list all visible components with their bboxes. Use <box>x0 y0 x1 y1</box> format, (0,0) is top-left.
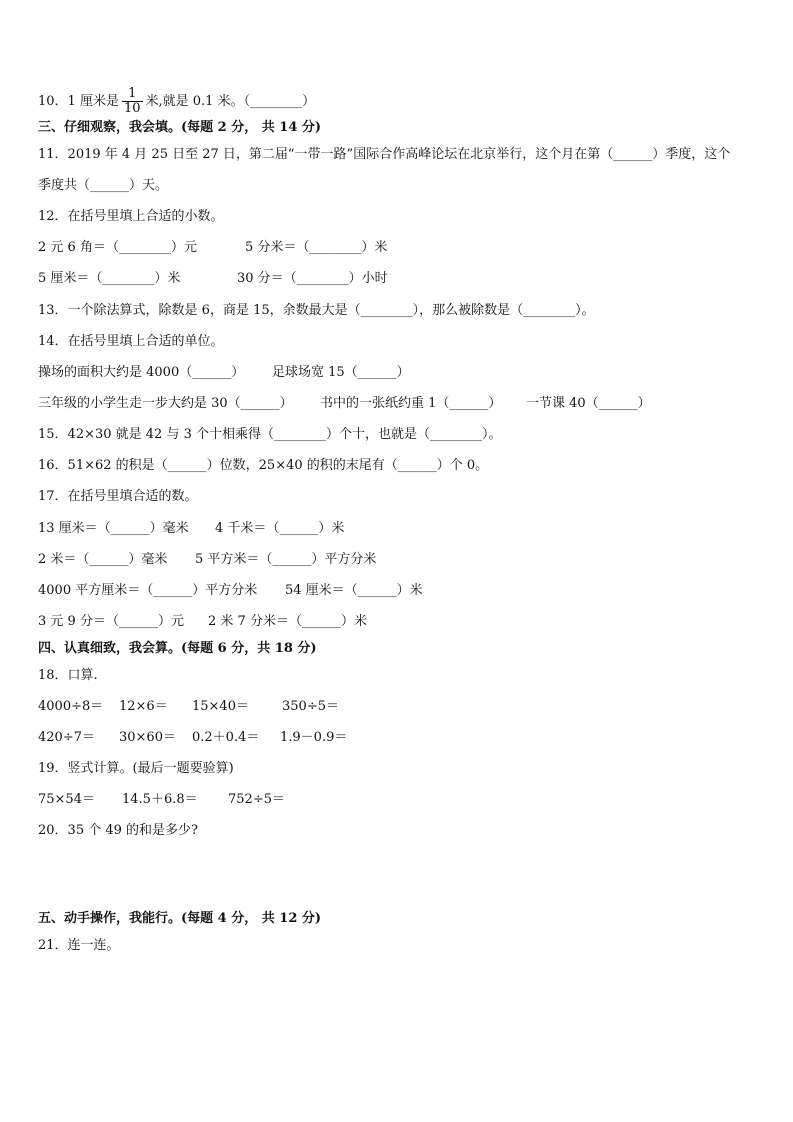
q12-item-2: 5 分米＝（________）米 <box>245 240 388 255</box>
q17-item-7: 3 元 9 分＝（______）元 <box>38 614 184 629</box>
question-17: 17．在括号里填合适的数。 <box>38 489 198 504</box>
q17-item-8: 2 米 7 分米＝（______）米 <box>208 614 367 629</box>
question-20: 20．35 个 49 的和是多少? <box>38 823 198 838</box>
question-15: 15．42×30 就是 42 与 3 个十相乘得（________）个十，也就是（________）。 <box>38 427 502 442</box>
question-18: 18．口算. <box>38 668 98 683</box>
question-19: 19．竖式计算。(最后一题要验算) <box>38 761 234 776</box>
question-12: 12．在括号里填上合适的小数。 <box>38 209 224 224</box>
q17-item-3: 2 米＝（______）毫米 <box>38 552 168 567</box>
q10-suffix: 米,就是 0.1 米。（________） <box>145 94 316 109</box>
q17-item-4: 5 平方米＝（______）平方分米 <box>195 552 377 567</box>
q19-expr-3: 752÷5＝ <box>228 792 285 807</box>
q19-expr-2: 14.5＋6.8＝ <box>122 792 198 807</box>
q17-item-2: 4 千米＝（______）米 <box>215 521 345 536</box>
question-16: 16．51×62 的积是（______）位数，25×40 的积的末尾有（______）个 0。 <box>38 458 489 473</box>
question-10 <box>38 87 315 116</box>
question-13: 13．一个除法算式，除数是 6，商是 15，余数最大是（________），那么被除数是（________）。 <box>38 303 595 318</box>
q19-expr-1: 75×54＝ <box>38 792 95 807</box>
q14-item-2: 足球场宽 15（______） <box>272 365 410 380</box>
section-3-heading: 三、仔细观察，我会填。(每题 2 分， 共 14 分) <box>38 120 322 135</box>
fraction-one-tenth <box>122 87 143 116</box>
section-5-heading: 五、动手操作，我能行。(每题 4 分， 共 12 分) <box>38 911 322 926</box>
section-4-heading: 四、认真细致，我会算。(每题 6 分，共 18 分) <box>38 641 317 656</box>
q17-item-1: 13 厘米＝（______）毫米 <box>38 521 189 536</box>
q12-item-1: 2 元 6 角＝（________）元 <box>38 240 197 255</box>
question-14: 14．在括号里填上合适的单位。 <box>38 334 224 349</box>
fraction-numerator: 1 <box>122 87 143 102</box>
q18-expr-6: 30×60＝ <box>119 730 176 745</box>
question-11-line-1: 11．2019 年 4 月 25 日至 27 日，第二届“一带一路”国际合作高峰论坛在北京举行，这个月在第（______）季度，这个 <box>38 147 731 162</box>
q18-expr-7: 0.2＋0.4＝ <box>192 730 260 745</box>
q18-expr-4: 350÷5＝ <box>282 699 339 714</box>
q17-item-5: 4000 平方厘米＝（______）平方分米 <box>38 583 258 598</box>
question-11-line-2: 季度共（______）天。 <box>38 178 169 193</box>
q12-item-4: 30 分＝（________）小时 <box>237 271 388 286</box>
q14-item-5: 一节课 40（______） <box>526 396 651 411</box>
q10-prefix: 10．1 厘米是 <box>38 94 119 109</box>
q14-item-3: 三年级的小学生走一步大约是 30（______） <box>38 396 293 411</box>
q14-item-1: 操场的面积大约是 4000（______） <box>38 365 245 380</box>
q17-item-6: 54 厘米＝（______）米 <box>285 583 423 598</box>
q18-expr-5: 420÷7＝ <box>38 730 95 745</box>
q18-expr-8: 1.9－0.9＝ <box>280 730 348 745</box>
question-21: 21．连一连。 <box>38 938 120 953</box>
q14-item-4: 书中的一张纸约重 1（______） <box>320 396 502 411</box>
q18-expr-2: 12×6＝ <box>119 699 168 714</box>
q18-expr-3: 15×40＝ <box>192 699 249 714</box>
q12-item-3: 5 厘米＝（________）米 <box>38 271 181 286</box>
q18-expr-1: 4000÷8＝ <box>38 699 104 714</box>
fraction-denominator: 10 <box>123 101 141 116</box>
